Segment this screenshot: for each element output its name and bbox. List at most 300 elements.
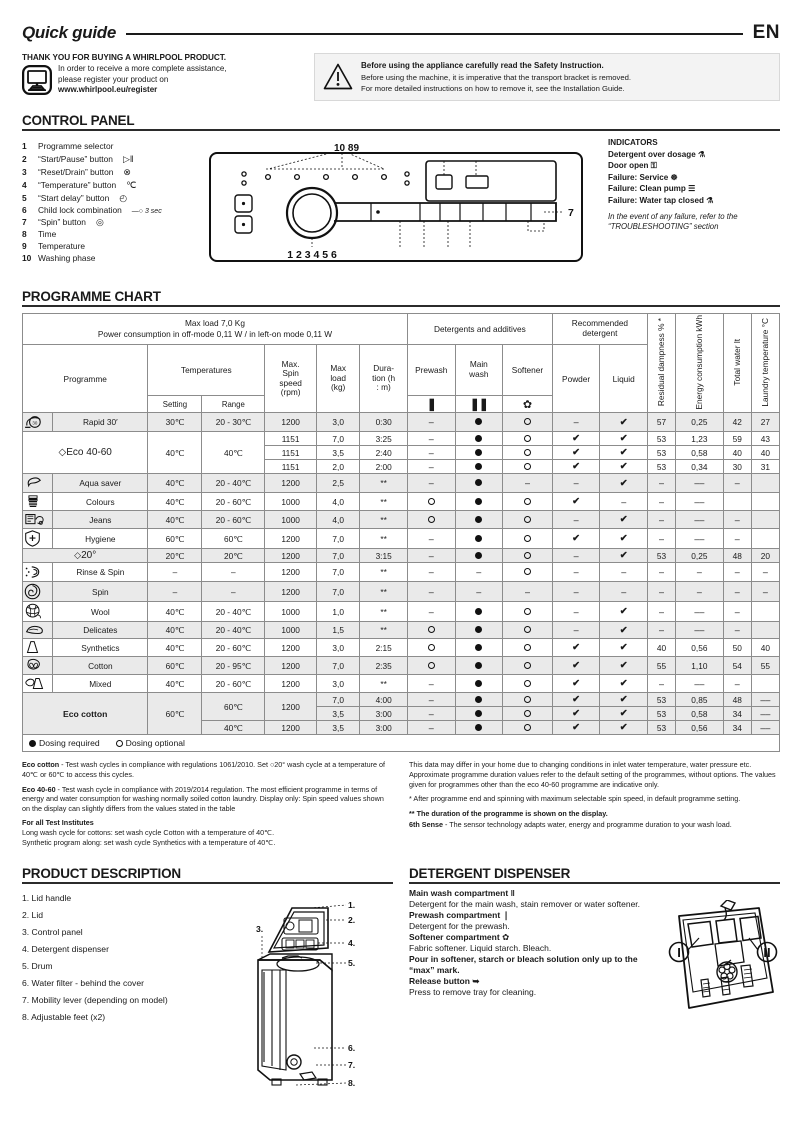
prewash-header: Prewash	[407, 344, 455, 395]
cell-value: 40	[732, 447, 742, 458]
programme-name: Rapid 30′	[53, 413, 148, 432]
laundry-temp-cell	[751, 529, 779, 549]
dash-mark: –	[762, 586, 768, 597]
dosing-required-mark	[475, 479, 482, 486]
check-mark-icon: ✔	[619, 708, 628, 720]
water-cell	[723, 460, 751, 474]
spin-cell: 1200	[265, 693, 317, 721]
cell-value: 0,25	[691, 550, 708, 561]
softener-cell	[503, 493, 553, 511]
spin-cell: 1200	[265, 582, 317, 602]
spin-cell: 1200	[265, 474, 317, 493]
main-wash-cell	[455, 622, 503, 639]
cell-value: 20	[760, 550, 770, 561]
energy-cell	[676, 693, 724, 707]
programme-name: Aqua saver	[53, 474, 148, 493]
callout-6: 6.	[347, 1043, 355, 1054]
product-parts-list	[22, 890, 202, 1090]
laundry-temp-cell	[751, 657, 779, 675]
dosing-optional-mark	[524, 568, 531, 575]
check-mark-icon: ✔	[572, 461, 581, 473]
cell-value: 0,58	[691, 447, 708, 458]
softener-symbol-icon: ✿	[503, 395, 553, 413]
check-mark-icon: ✔	[619, 461, 628, 473]
spin-cell: 1200	[265, 563, 317, 582]
dosing-required-label: Dosing required	[39, 738, 100, 749]
dash-mark: –	[696, 586, 702, 597]
prewash-cell	[407, 675, 455, 693]
range-temp-cell: –	[202, 582, 265, 602]
powder-cell	[552, 693, 600, 707]
powder-cell	[552, 474, 600, 493]
laundry-temp-cell	[751, 493, 779, 511]
callout-8: 8.	[347, 1078, 355, 1089]
dosing-optional-mark	[524, 535, 531, 542]
check-mark-icon: ✔	[572, 447, 581, 459]
dash-mark: ––	[760, 708, 771, 719]
dosing-optional-mark	[524, 552, 531, 559]
range-temp-cell: 20 - 30℃	[202, 413, 265, 432]
energy-cell	[676, 446, 724, 460]
cp-legend-item	[22, 229, 200, 241]
load-cell: 7,0	[317, 657, 360, 675]
range-temp-cell: 20 - 40℃	[202, 622, 265, 639]
laundry-temp-cell	[751, 432, 779, 446]
chart-notes	[22, 760, 780, 852]
cell-value: 57	[656, 417, 667, 428]
dosing-optional-mark	[524, 696, 531, 703]
safety-warning-line-2: For more detailed instructions on how to remove it, see the Installation Guide.	[361, 83, 625, 93]
cp-item-number: 10	[22, 253, 32, 264]
table-row	[23, 432, 780, 446]
dash-mark: –	[621, 496, 627, 507]
page-header	[22, 22, 780, 44]
dash-mark: –	[621, 567, 627, 578]
powder-cell	[552, 657, 600, 675]
programme-name: Hygiene	[53, 529, 148, 549]
setting-temp-cell: 40℃	[148, 432, 202, 474]
load-cell: 2,0	[317, 460, 360, 474]
programme-header: Programme	[23, 344, 148, 413]
duration-cell: **	[360, 582, 408, 602]
check-mark-icon: ✔	[619, 416, 628, 428]
max-spin-header: Max. Spin speed (rpm)	[265, 344, 317, 413]
indicator-label: Door open	[608, 161, 649, 171]
softener-cell	[503, 549, 553, 563]
check-mark-icon: ✔	[619, 533, 628, 545]
check-mark-icon: ✔	[619, 624, 628, 636]
powder-cell	[552, 602, 600, 622]
prewash-cell	[407, 474, 455, 493]
liquid-cell	[600, 622, 648, 639]
programme-name: 20°	[81, 550, 97, 562]
dash-mark: –	[573, 550, 579, 561]
language-badge: EN	[752, 22, 780, 43]
main-wash-cell	[455, 675, 503, 693]
eco-leaf-icon: ◇	[74, 550, 82, 561]
residual-cell	[647, 460, 675, 474]
programme-chart-rule	[22, 305, 780, 307]
dash-mark: –	[573, 567, 579, 578]
liquid-cell	[600, 493, 648, 511]
residual-dampness-header: Residual dampness % *	[647, 313, 675, 413]
prewash-cell	[407, 602, 455, 622]
dash-mark: –	[428, 550, 434, 561]
laundry-temp-cell	[751, 549, 779, 563]
cp-item-number: 6	[22, 204, 27, 215]
load-cell: 2,5	[317, 474, 360, 493]
load-cell: 7,0	[317, 549, 360, 563]
dash-mark: –	[659, 514, 665, 525]
dash-mark: –	[428, 606, 434, 617]
softener-cell	[503, 446, 553, 460]
dash-mark: –	[659, 533, 665, 544]
dosing-optional-mark	[524, 608, 531, 615]
laundry-temp-cell	[751, 563, 779, 582]
programme-icon	[23, 474, 53, 493]
programme-name: Colours	[53, 493, 148, 511]
energy-cell	[676, 582, 724, 602]
energy-cell	[676, 563, 724, 582]
dosing-required-mark	[475, 608, 482, 615]
dash-mark: –	[428, 533, 434, 544]
dash-mark: ––	[694, 606, 705, 617]
note-text: - The sensor technology adapts water, energy and programme duration to your wash load.	[442, 820, 732, 830]
residual-cell	[647, 582, 675, 602]
laundry-temp-cell	[751, 602, 779, 622]
callout-2: 2.	[347, 915, 355, 926]
table-row	[23, 675, 780, 693]
range-temp-cell: 20 - 40℃	[202, 602, 265, 622]
detergent-overdose-icon: ⚗	[697, 149, 706, 159]
notes-left-column	[22, 760, 393, 852]
cp-item-label: “Reset/Drain” button	[38, 166, 114, 177]
cell-value: 50	[732, 642, 742, 653]
load-cell: 7,0	[317, 432, 360, 446]
programme-chart-body	[23, 413, 780, 735]
programme-icon	[23, 675, 53, 693]
cell-value: 27	[760, 417, 770, 428]
laundry-temp-cell	[751, 693, 779, 707]
product-description-rule	[22, 882, 393, 884]
main-wash-cell	[455, 432, 503, 446]
programme-name-cell	[23, 432, 148, 474]
note-text: This data may differ in your home due to changing conditions in inlet water temperature, water pressure etc. Approximate programme duration values refer to the default setting of the programmes, without options. The values given for programmes other than the eco 40-60 programme are indicative only.	[409, 760, 776, 789]
dosing-optional-mark	[524, 516, 531, 523]
cell-value: 53	[656, 708, 667, 719]
note-head-test-institutes: For all Test Institutes	[22, 818, 94, 828]
prewash-cell	[407, 622, 455, 639]
programme-name: Mixed	[53, 675, 148, 693]
cp-legend-item	[22, 216, 200, 229]
setting-temp-cell: 40℃	[148, 474, 202, 493]
water-cell	[723, 675, 751, 693]
diagram-top-label: 10 89	[334, 142, 360, 154]
programme-icon	[23, 622, 53, 639]
water-cell	[723, 563, 751, 582]
programme-name: Wool	[53, 602, 148, 622]
dash-mark: ––	[694, 496, 705, 507]
prewash-cell	[407, 446, 455, 460]
service-icon: ☸	[670, 172, 678, 182]
dash-mark: –	[524, 586, 530, 597]
residual-cell	[647, 511, 675, 529]
laundry-temp-cell	[751, 721, 779, 735]
dosing-optional-icon	[116, 740, 123, 747]
spin-cell: 1151	[265, 446, 317, 460]
main-wash-cell	[455, 582, 503, 602]
softener-cell	[503, 413, 553, 432]
setting-temp-cell: –	[148, 582, 202, 602]
cell-value: 55	[760, 660, 770, 671]
water-cell	[723, 657, 751, 675]
check-mark-icon: ✔	[619, 447, 628, 459]
main-wash-cell	[455, 511, 503, 529]
duration-cell: **	[360, 511, 408, 529]
spin-icon: ◎	[95, 217, 104, 228]
diagram-right-label: 7	[568, 206, 574, 219]
dosing-optional-mark	[428, 626, 435, 633]
note-data-differ	[409, 760, 780, 789]
cell-value: 1,23	[691, 433, 708, 444]
prewash-heading: Prewash compartment	[409, 909, 501, 920]
dash-mark: –	[573, 478, 579, 489]
setting-temp-cell: 60℃	[148, 693, 202, 735]
setting-temp-cell: 40℃	[148, 602, 202, 622]
prewash-cell	[407, 413, 455, 432]
dosing-optional-mark	[524, 449, 531, 456]
softener-cell	[503, 432, 553, 446]
duration-cell: **	[360, 622, 408, 639]
note-6th-sense	[409, 820, 780, 830]
cell-value: 53	[656, 461, 667, 472]
laundry-temp-cell	[751, 622, 779, 639]
load-cell: 4,0	[317, 493, 360, 511]
dosing-optional-mark	[524, 418, 531, 425]
dash-mark: –	[659, 478, 665, 489]
dispenser-tray-figure	[653, 888, 780, 1020]
dash-mark: –	[428, 478, 434, 489]
dosing-optional-mark	[428, 516, 435, 523]
dosing-legend	[22, 735, 780, 752]
duration-cell: 3:00	[360, 707, 408, 721]
load-cell: 4,0	[317, 511, 360, 529]
main-wash-symbol-icon: ‖	[510, 888, 514, 899]
range-temp-cell: 20 - 60℃	[202, 639, 265, 657]
residual-cell	[647, 657, 675, 675]
setting-header: Setting	[148, 395, 202, 413]
range-temp-cell: 60℃	[202, 529, 265, 549]
range-header: Range	[202, 395, 265, 413]
dash-mark: –	[659, 606, 665, 617]
dash-mark: –	[734, 678, 740, 689]
spin-cell: 1200	[265, 639, 317, 657]
temperatures-header: Temperatures	[148, 344, 265, 395]
main-wash-heading: Main wash compartment	[409, 888, 509, 899]
check-mark-icon: ✔	[572, 694, 581, 706]
cp-legend-item	[22, 166, 200, 179]
dash-mark: –	[573, 586, 579, 597]
note-head: ** The duration of the programme is shown on the display.	[409, 808, 608, 818]
cell-value: 53	[656, 447, 667, 458]
water-cell	[723, 493, 751, 511]
programme-chart-heading: PROGRAMME CHART	[22, 288, 161, 304]
cp-item-number: 2	[22, 153, 27, 164]
table-row	[23, 511, 780, 529]
check-mark-icon: ✔	[619, 678, 628, 690]
list-item: 5. Drum	[22, 961, 53, 972]
check-mark-icon: ✔	[572, 708, 581, 720]
energy-cell	[676, 639, 724, 657]
safety-warning-line-1: Before using the machine, it is imperative that the transport bracket is removed.	[361, 72, 632, 82]
cp-legend-item	[22, 141, 200, 153]
main-wash-cell	[455, 639, 503, 657]
residual-cell	[647, 432, 675, 446]
main-wash-symbol-icon: ❚❚	[455, 395, 503, 413]
cell-value: 40	[760, 447, 770, 458]
cell-value: 34	[732, 708, 742, 719]
child-lock-icon: —○ 3 sec	[131, 207, 162, 215]
prewash-cell	[407, 639, 455, 657]
cell-value: 54	[732, 660, 742, 671]
programme-icon	[23, 493, 53, 511]
programme-name: Synthetics	[53, 639, 148, 657]
duration-cell: 3:00	[360, 721, 408, 735]
cp-item-number: 1	[22, 140, 27, 151]
energy-cell	[676, 707, 724, 721]
dash-mark: –	[659, 625, 665, 636]
cell-value: 0,25	[691, 417, 708, 428]
cell-value: 1,10	[691, 660, 708, 671]
cp-item-label: “Temperature” button	[38, 179, 117, 190]
liquid-cell	[600, 474, 648, 493]
spin-cell: 1200	[265, 413, 317, 432]
cell-value: 31	[760, 461, 770, 472]
dosing-required-mark	[475, 696, 482, 703]
check-mark-icon: ✔	[572, 433, 581, 445]
programme-icon	[23, 563, 53, 582]
softener-cell	[503, 460, 553, 474]
dash-mark: –	[734, 514, 740, 525]
table-row	[23, 622, 780, 639]
duration-cell: **	[360, 529, 408, 549]
dosing-required-mark	[475, 418, 482, 425]
recommended-detergent-header: Recommended detergent	[552, 313, 647, 344]
residual-cell	[647, 622, 675, 639]
softener-cell	[503, 474, 553, 493]
indicators-block	[608, 137, 780, 277]
softener-cell	[503, 582, 553, 602]
release-button-description: Press to remove tray for cleaning.	[409, 986, 537, 997]
softener-cell	[503, 529, 553, 549]
check-mark-icon: ✔	[572, 678, 581, 690]
softener-cell	[503, 721, 553, 735]
note-double-asterisk	[409, 809, 780, 819]
liquid-header: Liquid	[600, 344, 648, 413]
indicators-title: INDICATORS	[608, 137, 658, 147]
control-panel-diagram	[208, 137, 600, 277]
softener-cell	[503, 639, 553, 657]
callout-3: 3.	[255, 924, 263, 935]
check-mark-icon: ✔	[619, 550, 628, 562]
spin-cell: 1200	[265, 657, 317, 675]
laundry-temp-cell	[751, 675, 779, 693]
setting-temp-cell: 40℃	[148, 639, 202, 657]
dash-mark: ––	[694, 533, 705, 544]
dosing-required-mark	[475, 449, 482, 456]
water-cell	[723, 582, 751, 602]
cp-legend-item	[22, 205, 200, 217]
setting-temp-cell: 30℃	[148, 413, 202, 432]
indicator-row	[608, 195, 780, 207]
setting-temp-cell: 40℃	[148, 511, 202, 529]
page-title: Quick guide	[22, 23, 116, 42]
cell-value: 55	[656, 660, 667, 671]
cp-item-number: 5	[22, 192, 27, 203]
check-mark-icon: ✔	[619, 433, 628, 445]
liquid-cell	[600, 413, 648, 432]
softener-cell	[503, 657, 553, 675]
dash-mark: ––	[694, 514, 705, 525]
duration-cell: 0:30	[360, 413, 408, 432]
main-wash-cell	[455, 657, 503, 675]
table-row	[23, 549, 780, 563]
liquid-cell	[600, 529, 648, 549]
dash-mark: –	[573, 625, 579, 636]
water-cell	[723, 693, 751, 707]
dosing-required-mark	[475, 463, 482, 470]
chart-banner-row	[23, 313, 780, 344]
cell-value: 48	[732, 694, 742, 705]
liquid-cell	[600, 675, 648, 693]
dosing-required-mark	[475, 435, 482, 442]
register-url[interactable]: www.whirlpool.eu/register	[58, 85, 158, 95]
energy-cell	[676, 474, 724, 493]
laundry-temp-cell	[751, 639, 779, 657]
powder-cell	[552, 582, 600, 602]
residual-cell	[647, 693, 675, 707]
indicator-label: Failure: Clean pump	[608, 184, 686, 194]
prewash-description: Detergent for the prewash.	[409, 920, 510, 931]
dash-mark: –	[573, 514, 579, 525]
prewash-cell	[407, 460, 455, 474]
dash-mark: –	[428, 586, 434, 597]
dosing-required-mark	[475, 680, 482, 687]
duration-cell: 4:00	[360, 693, 408, 707]
main-wash-cell	[455, 549, 503, 563]
duration-cell: 2:15	[360, 639, 408, 657]
programme-name: Rinse & Spin	[53, 563, 148, 582]
dosing-required-mark	[475, 662, 482, 669]
note-eco-cotton	[22, 760, 393, 779]
dash-mark: –	[573, 417, 579, 428]
cell-value: 42	[732, 417, 742, 428]
note-text: - Test wash cycles in compliance with regulations 1061/2010. Set ○20° wash cycle at a temperature of 40℃ or 60℃ to access this cycles.	[22, 760, 386, 780]
programme-name-cell	[23, 549, 148, 563]
prewash-cell	[407, 563, 455, 582]
table-row	[23, 529, 780, 549]
dash-mark: –	[659, 678, 665, 689]
cp-item-number: 9	[22, 241, 27, 252]
spin-cell: 1000	[265, 511, 317, 529]
dosing-optional-mark	[524, 498, 531, 505]
laundry-temp-cell	[751, 474, 779, 493]
laundry-temp-cell	[751, 511, 779, 529]
load-cell: 3,0	[317, 675, 360, 693]
duration-header: Dura- tion (h : m)	[360, 344, 408, 413]
check-mark-icon: ✔	[619, 477, 628, 489]
programme-icon	[23, 413, 53, 432]
